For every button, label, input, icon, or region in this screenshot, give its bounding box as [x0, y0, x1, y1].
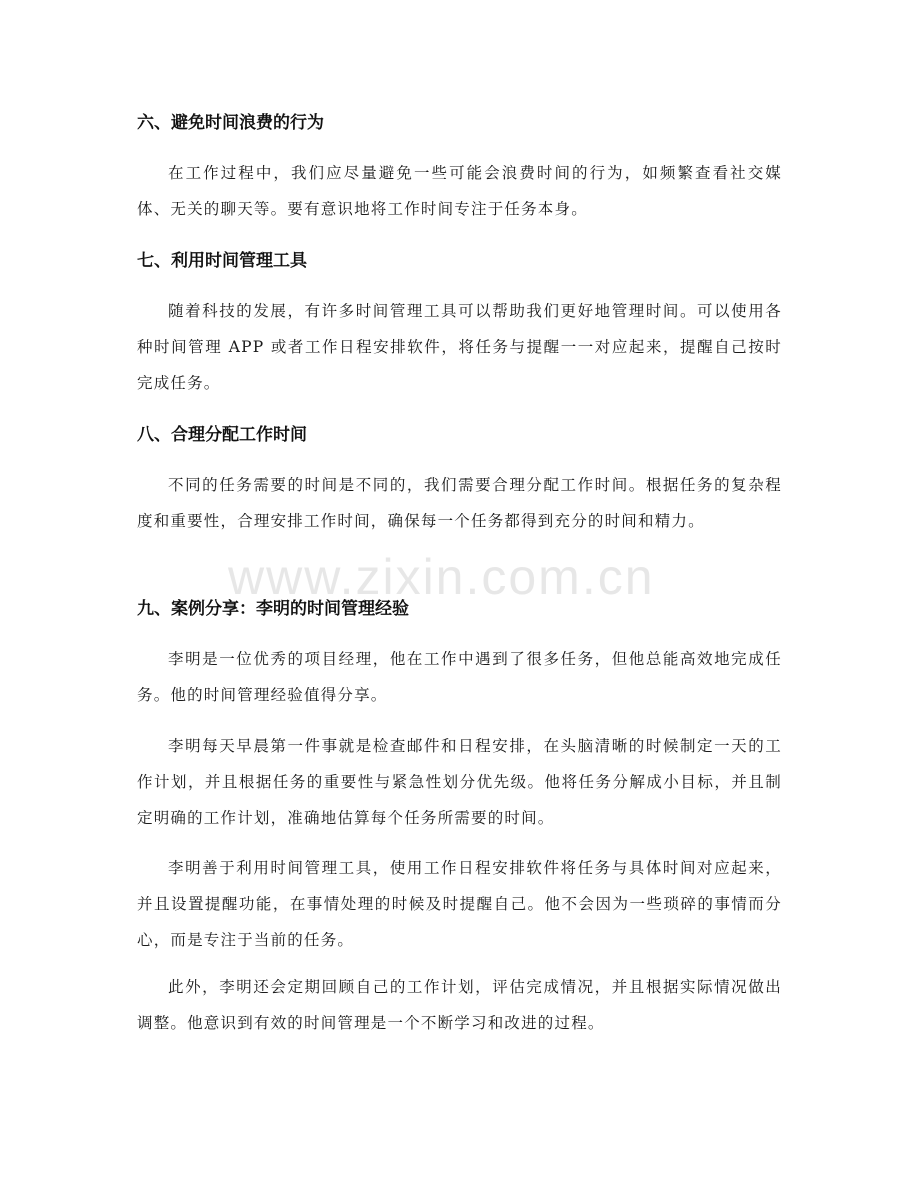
paragraph-9-1: 李明是一位优秀的项目经理，他在工作中遇到了很多任务，但他总能高效地完成任务。他的时间管理经验值得分享。 — [137, 650, 782, 704]
section-heading-8: 八、合理分配工作时间 — [137, 425, 307, 445]
paragraph-8-1: 不同的任务需要的时间是不同的，我们需要合理分配工作时间。根据任务的复杂程度和重要性，合理安排工作时间，确保每一个任务都得到充分的时间和精力。 — [137, 476, 782, 530]
paragraph-6-1: 在工作过程中，我们应尽量避免一些可能会浪费时间的行为，如频繁查看社交媒体、无关的聊天等。要有意识地将工作时间专注于任务本身。 — [137, 164, 782, 218]
paragraph-9-3: 李明善于利用时间管理工具，使用工作日程安排软件将任务与具体时间对应起来，并且设置提醒功能，在事情处理的时候及时提醒自己。他不会因为一些琐碎的事情而分心，而是专注于当前的任务。 — [137, 859, 782, 949]
paragraph-9-4: 此外，李明还会定期回顾自己的工作计划，评估完成情况，并且根据实际情况做出调整。他意识到有效的时间管理是一个不断学习和改进的过程。 — [137, 978, 782, 1032]
section-heading-7: 七、利用时间管理工具 — [137, 251, 307, 271]
paragraph-9-2: 李明每天早晨第一件事就是检查邮件和日程安排，在头脑清晰的时候制定一天的工作计划，并且根据任务的重要性与紧急性划分优先级。他将任务分解成小目标，并且制定明确的工作计划，准确地估算每个任务所需要的时间。 — [137, 737, 782, 827]
section-heading-9: 九、案例分享：李明的时间管理经验 — [137, 599, 409, 619]
section-heading-6: 六、避免时间浪费的行为 — [137, 113, 324, 133]
paragraph-7-1: 随着科技的发展，有许多时间管理工具可以帮助我们更好地管理时间。可以使用各种时间管理 APP 或者工作日程安排软件，将任务与提醒一一对应起来，提醒自己按时完成任务。 — [137, 302, 782, 392]
watermark-text: www.zixin.com.cn — [228, 549, 655, 605]
